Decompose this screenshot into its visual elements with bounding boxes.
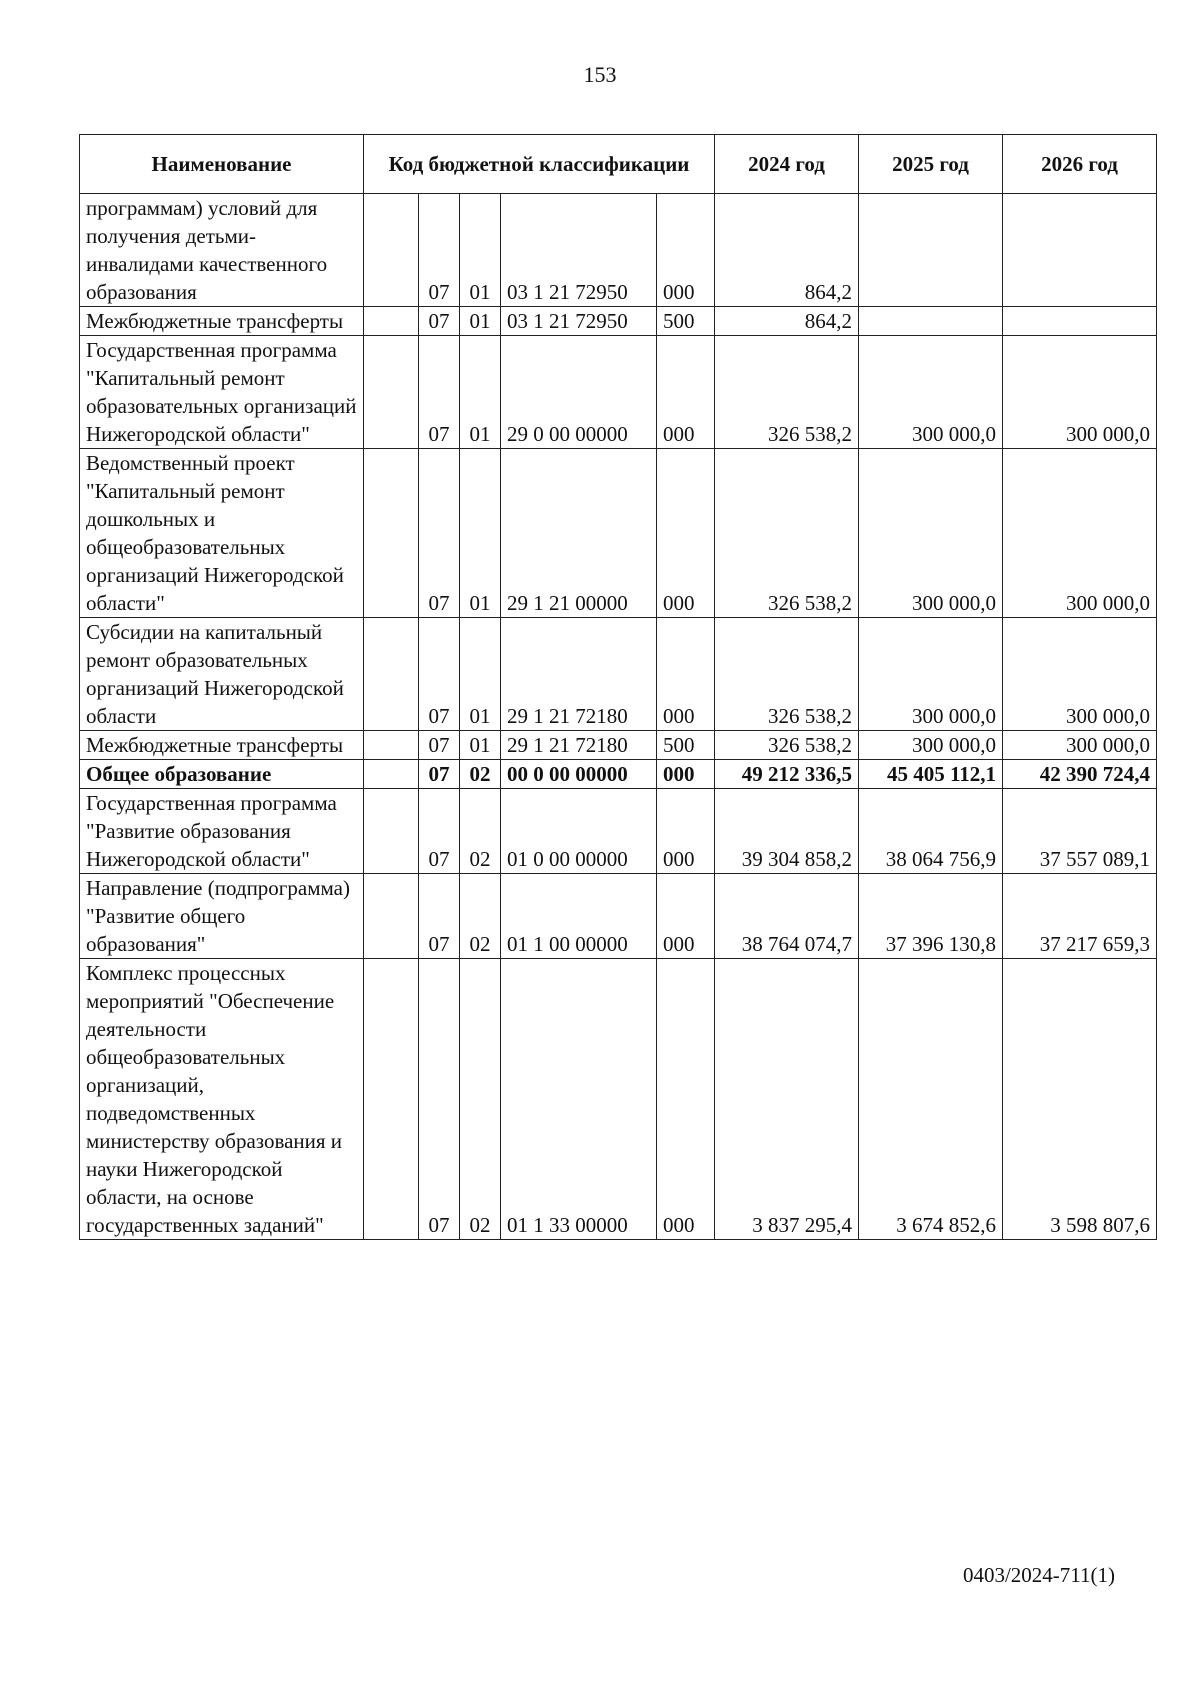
table-row xyxy=(80,336,1157,449)
row-2026: 300 000,0 xyxy=(1003,731,1157,760)
row-vr: 500 xyxy=(657,731,715,760)
row-name: Направление (подпрограмма) "Развитие общего образования" xyxy=(80,874,364,959)
row-pr: 01 xyxy=(460,336,501,449)
empty-cell xyxy=(364,336,419,449)
row-2025: 3 674 852,6 xyxy=(859,959,1003,1240)
row-vr: 000 xyxy=(657,618,715,731)
row-2024: 326 538,2 xyxy=(715,731,859,760)
row-pr: 02 xyxy=(460,789,501,874)
row-name: Субсидии на капитальный ремонт образовательных организаций Нижегородской области xyxy=(80,618,364,731)
row-2025: 300 000,0 xyxy=(859,618,1003,731)
row-rz: 07 xyxy=(419,194,460,307)
empty-cell xyxy=(364,449,419,618)
row-name: Общее образование xyxy=(80,760,364,789)
row-rz: 07 xyxy=(419,307,460,336)
row-rz: 07 xyxy=(419,449,460,618)
table-row xyxy=(80,449,1157,618)
row-pr: 01 xyxy=(460,307,501,336)
row-2026: 300 000,0 xyxy=(1003,336,1157,449)
row-2026: 300 000,0 xyxy=(1003,449,1157,618)
row-pr: 01 xyxy=(460,194,501,307)
row-2025 xyxy=(859,194,1003,307)
row-pr: 01 xyxy=(460,618,501,731)
row-rz: 07 xyxy=(419,959,460,1240)
row-csr: 01 1 00 00000 xyxy=(501,874,657,959)
row-pr: 02 xyxy=(460,874,501,959)
empty-cell xyxy=(364,874,419,959)
row-2025: 300 000,0 xyxy=(859,731,1003,760)
table-row xyxy=(80,307,1157,336)
table-row xyxy=(80,731,1157,760)
row-2024: 38 764 074,7 xyxy=(715,874,859,959)
row-pr: 01 xyxy=(460,731,501,760)
row-vr: 500 xyxy=(657,307,715,336)
row-2024: 864,2 xyxy=(715,194,859,307)
row-vr: 000 xyxy=(657,874,715,959)
row-2025: 300 000,0 xyxy=(859,449,1003,618)
row-vr: 000 xyxy=(657,336,715,449)
empty-cell xyxy=(364,760,419,789)
row-vr: 000 xyxy=(657,959,715,1240)
empty-cell xyxy=(364,959,419,1240)
row-vr: 000 xyxy=(657,760,715,789)
table-row xyxy=(80,194,1157,307)
row-2026: 300 000,0 xyxy=(1003,618,1157,731)
row-rz: 07 xyxy=(419,874,460,959)
row-pr: 02 xyxy=(460,959,501,1240)
table-row xyxy=(80,874,1157,959)
page-number: 153 xyxy=(583,62,617,87)
row-2024: 49 212 336,5 xyxy=(715,760,859,789)
row-rz: 07 xyxy=(419,789,460,874)
row-csr: 29 0 00 00000 xyxy=(501,336,657,449)
row-vr: 000 xyxy=(657,449,715,618)
row-vr: 000 xyxy=(657,194,715,307)
row-pr: 01 xyxy=(460,449,501,618)
header-code: Код бюджетной классификации xyxy=(364,135,715,194)
row-csr: 00 0 00 00000 xyxy=(501,760,657,789)
row-rz: 07 xyxy=(419,618,460,731)
row-2024: 39 304 858,2 xyxy=(715,789,859,874)
header-2026: 2026 год xyxy=(1003,135,1157,194)
row-rz: 07 xyxy=(419,731,460,760)
table-row xyxy=(80,959,1157,1240)
row-2026: 3 598 807,6 xyxy=(1003,959,1157,1240)
row-2026: 37 557 089,1 xyxy=(1003,789,1157,874)
row-2026 xyxy=(1003,307,1157,336)
row-rz: 07 xyxy=(419,760,460,789)
row-2026: 37 217 659,3 xyxy=(1003,874,1157,959)
row-name: Межбюджетные трансферты xyxy=(80,731,364,760)
row-2024: 326 538,2 xyxy=(715,449,859,618)
empty-cell xyxy=(364,194,419,307)
empty-cell xyxy=(364,789,419,874)
row-2026 xyxy=(1003,194,1157,307)
row-name: Ведомственный проект "Капитальный ремонт дошкольных и общеобразовательных организаций Нижегородской области" xyxy=(80,449,364,618)
header-2025: 2025 год xyxy=(859,135,1003,194)
row-2026: 42 390 724,4 xyxy=(1003,760,1157,789)
document-code: 0403/2024-711(1) xyxy=(962,1563,1115,1587)
row-2025: 300 000,0 xyxy=(859,336,1003,449)
row-csr: 01 0 00 00000 xyxy=(501,789,657,874)
row-pr: 02 xyxy=(460,760,501,789)
empty-cell xyxy=(364,307,419,336)
row-name: Государственная программа "Капитальный ремонт образовательных организаций Нижегородской области" xyxy=(80,336,364,449)
row-2025: 45 405 112,1 xyxy=(859,760,1003,789)
row-csr: 29 1 21 72180 xyxy=(501,731,657,760)
row-csr: 03 1 21 72950 xyxy=(501,194,657,307)
row-2025: 38 064 756,9 xyxy=(859,789,1003,874)
row-name: Межбюджетные трансферты xyxy=(80,307,364,336)
row-vr: 000 xyxy=(657,789,715,874)
row-name: Комплекс процессных мероприятий "Обеспечение деятельности общеобразовательных организаций, подведомственных министерству образования и науки Нижегородской области, на основе государственных заданий" xyxy=(80,959,364,1240)
row-2024: 3 837 295,4 xyxy=(715,959,859,1240)
row-name: программам) условий для получения детьми-инвалидами качественного образования xyxy=(80,194,364,307)
table-row xyxy=(80,618,1157,731)
table-row-section xyxy=(80,760,1157,789)
row-csr: 29 1 21 00000 xyxy=(501,449,657,618)
header-row xyxy=(80,135,1157,194)
row-csr: 01 1 33 00000 xyxy=(501,959,657,1240)
row-2025 xyxy=(859,307,1003,336)
row-2024: 326 538,2 xyxy=(715,336,859,449)
row-2024: 864,2 xyxy=(715,307,859,336)
row-2024: 326 538,2 xyxy=(715,618,859,731)
row-csr: 29 1 21 72180 xyxy=(501,618,657,731)
header-2024: 2024 год xyxy=(715,135,859,194)
row-2025: 37 396 130,8 xyxy=(859,874,1003,959)
row-rz: 07 xyxy=(419,336,460,449)
empty-cell xyxy=(364,731,419,760)
header-name: Наименование xyxy=(80,135,364,194)
empty-cell xyxy=(364,618,419,731)
budget-table xyxy=(79,134,1157,1240)
table-row xyxy=(80,789,1157,874)
row-name: Государственная программа "Развитие образования Нижегородской области" xyxy=(80,789,364,874)
row-csr: 03 1 21 72950 xyxy=(501,307,657,336)
